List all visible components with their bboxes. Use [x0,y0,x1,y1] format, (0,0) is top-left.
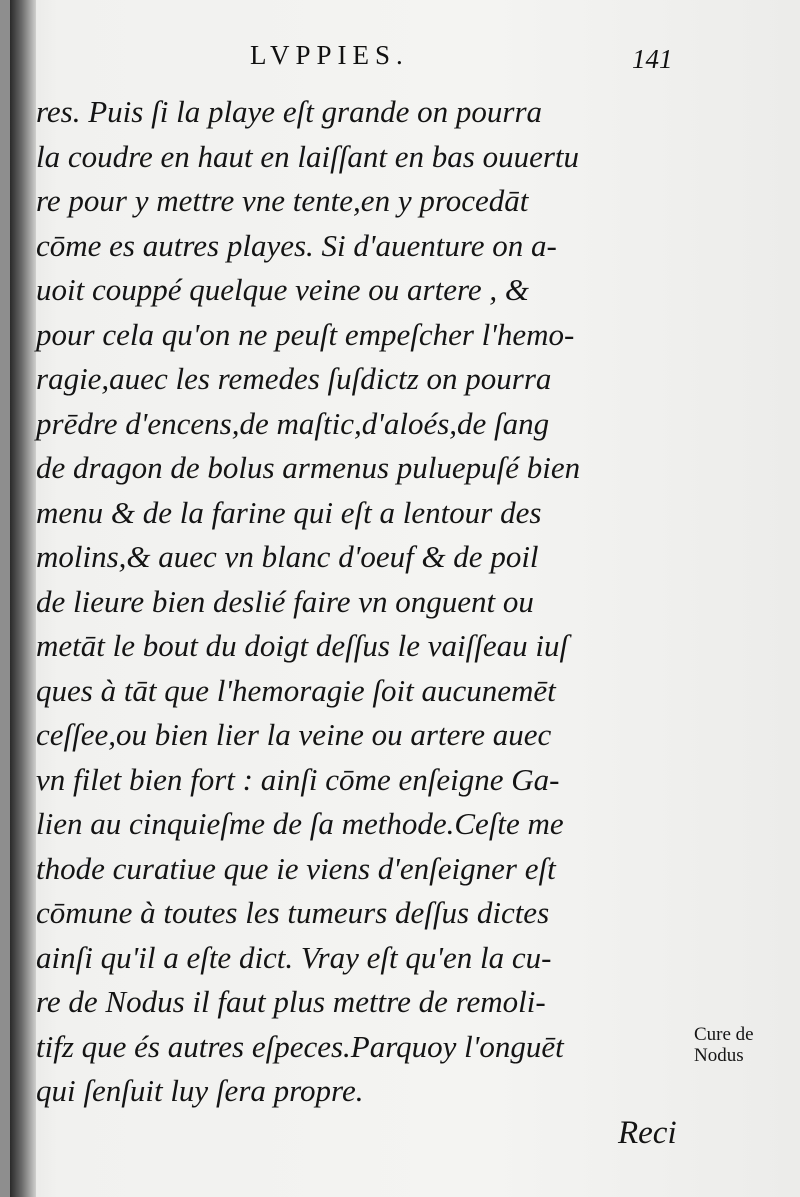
text-line: prēdre d'encens,de maſtic,d'aloés,de ſang [36,405,550,441]
text-line: metāt le bout du doigt deſſus le vaiſſeau iuſ [36,628,569,663]
text-line: thode curatiue que ie viens d'enſeigner eſt [36,850,556,886]
text-line: qui ſenſuit luy ſera propre. [36,1073,364,1108]
text-line: re pour y mettre vne tente,en y procedāt [36,183,529,218]
text-line: lien au cinquieſme de ſa methode.Ceſte me [36,806,564,841]
binding-gutter [10,0,36,1197]
text-line: ainſi qu'il a eſte dict. Vray eſt qu'en la cu- [36,939,552,975]
text-line: menu & de la farine qui eſt a lentour des [36,494,542,530]
margin-note [694,1024,794,1066]
page-header [10,40,800,80]
text-line: vn filet bien fort : ainſi cōme enſeigne Ga- [36,761,560,797]
book-page [10,0,800,1197]
text-line: ceſſee,ou bien lier la veine ou artere auec [36,717,552,752]
text-line: de lieure bien deslié faire vn onguent ou [36,583,534,619]
text-line: ques à tāt que l'hemoragie ſoit aucunemēt [36,672,556,708]
body-text [36,90,686,1114]
catchword: Reci [618,1115,677,1151]
text-line: res. Puis ſi la playe eſt grande on pourra [36,94,543,129]
text-line: re de Nodus il faut plus mettre de remoli- [36,984,546,1019]
margin-note-line: Nodus [694,1045,744,1066]
page-number: 141 [632,44,673,74]
margin-note-line: Cure de [694,1024,754,1045]
running-head: LVPPIES. [250,40,409,70]
text-line: tifz que és autres eſpeces.Parquoy l'onguēt [36,1028,564,1064]
text-line: ragie,auec les remedes ſuſdictz on pourra [36,361,552,396]
text-line: uoit couppé quelque veine ou artere , & [36,272,529,307]
text-line: pour cela qu'on ne peuſt empeſcher l'hemo- [36,316,575,352]
text-line: molins,& auec vn blanc d'oeuf & de poil [36,539,539,574]
text-line: cōmune à toutes les tumeurs deſſus dictes [36,895,550,930]
text-line: la coudre en haut en laiſſant en bas ouuertu [36,138,579,174]
text-line: de dragon de bolus armenus puluериſé bien [36,450,581,485]
text-line: cōme es autres playes. Si d'auenture on a- [36,227,557,263]
